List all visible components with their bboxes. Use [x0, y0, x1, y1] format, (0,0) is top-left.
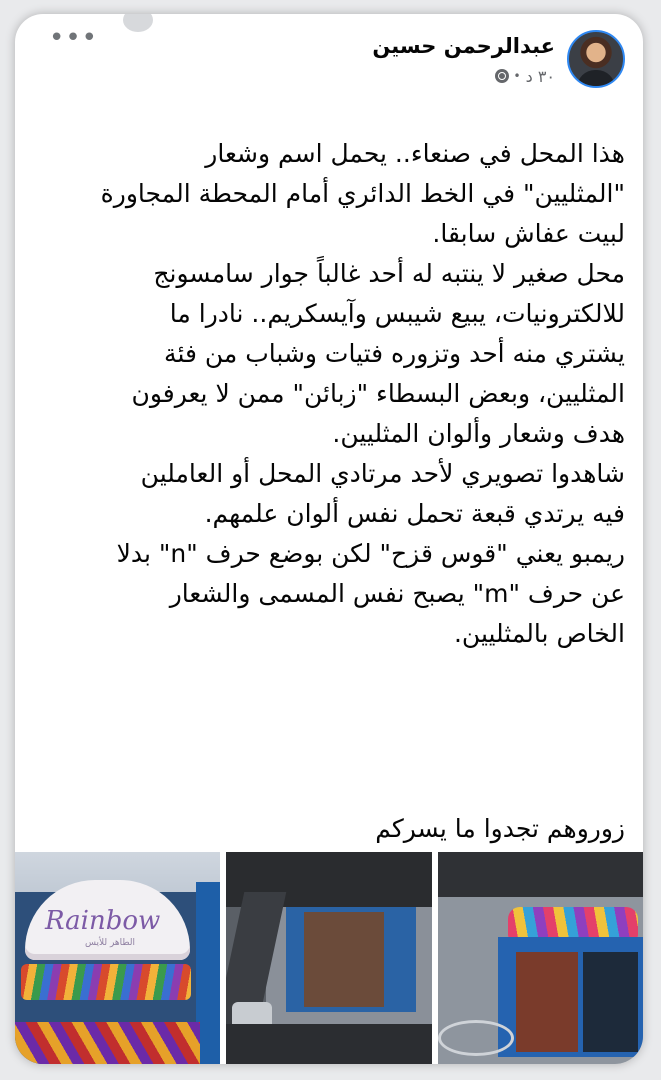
photo-sign-text: Rainbow — [45, 906, 161, 936]
photo-car-roof — [438, 852, 643, 897]
author-name[interactable]: عبدالرحمن حسين — [372, 33, 555, 58]
post-paragraph-1: هذا المحل في صنعاء.. يحمل اسم وشعار "المثليين" في الخط الدائري أمام المحطة المجاورة لبيت عفاش سابقا. — [100, 139, 625, 248]
meta-separator: • — [513, 69, 521, 83]
post-time[interactable]: ٣٠ د — [525, 66, 555, 86]
avatar[interactable] — [567, 30, 625, 88]
post-header — [372, 24, 625, 94]
post-paragraph-4: ريمبو يعني "قوس قزح" لكن بوضع حرف "n" بدلا عن حرف "m" يصبح نفس المسمى والشعار الخاص بالمثليين. — [116, 539, 625, 648]
photo-car-dash — [226, 1024, 431, 1064]
photo-rainbow-sign[interactable] — [15, 852, 220, 1064]
photo-rainbow-stripes — [21, 964, 191, 1000]
post-meta — [372, 67, 555, 86]
status-indicator — [123, 14, 153, 32]
photo-gallery — [15, 852, 643, 1064]
author-block — [372, 33, 555, 86]
post-text — [41, 134, 625, 654]
photo-colorful-wall — [15, 1022, 200, 1064]
post-paragraph-3: شاهدوا تصويري لأحد مرتادي المحل أو العاملين فيه يرتدي قبعة تحمل نفس ألوان علمهم. — [140, 459, 625, 528]
photo-shop-awning[interactable] — [438, 852, 643, 1064]
photo-awning — [508, 907, 638, 939]
avatar-shirt — [577, 70, 615, 88]
post-card — [15, 14, 643, 1064]
photo-sign-subtext: الطاهر للأيس — [85, 938, 136, 948]
more-options-icon[interactable]: ••• — [49, 23, 99, 53]
post-paragraph-2: محل صغير لا ينتبه له أحد غالباً جوار سامسونج للالكترونيات، يبيع شيبس وآيسكريم.. نادرا ما يشتري منه أحد وتزوره فتيات وشباب من فئة المثليين، وبعض البسطاء "زبائن" ممن لا يعرفون هدف وشعار وألوان المثليين. — [131, 259, 625, 448]
photo-shop-door — [583, 952, 638, 1052]
photo-shop-door — [516, 952, 578, 1052]
photo-shop-interior — [304, 912, 384, 1007]
globe-icon — [495, 69, 509, 83]
photo-shop-from-car[interactable] — [226, 852, 431, 1064]
photo-bicycle — [438, 1020, 514, 1056]
post-closing-line: زوروهم تجدوا ما يسركم — [375, 814, 625, 843]
